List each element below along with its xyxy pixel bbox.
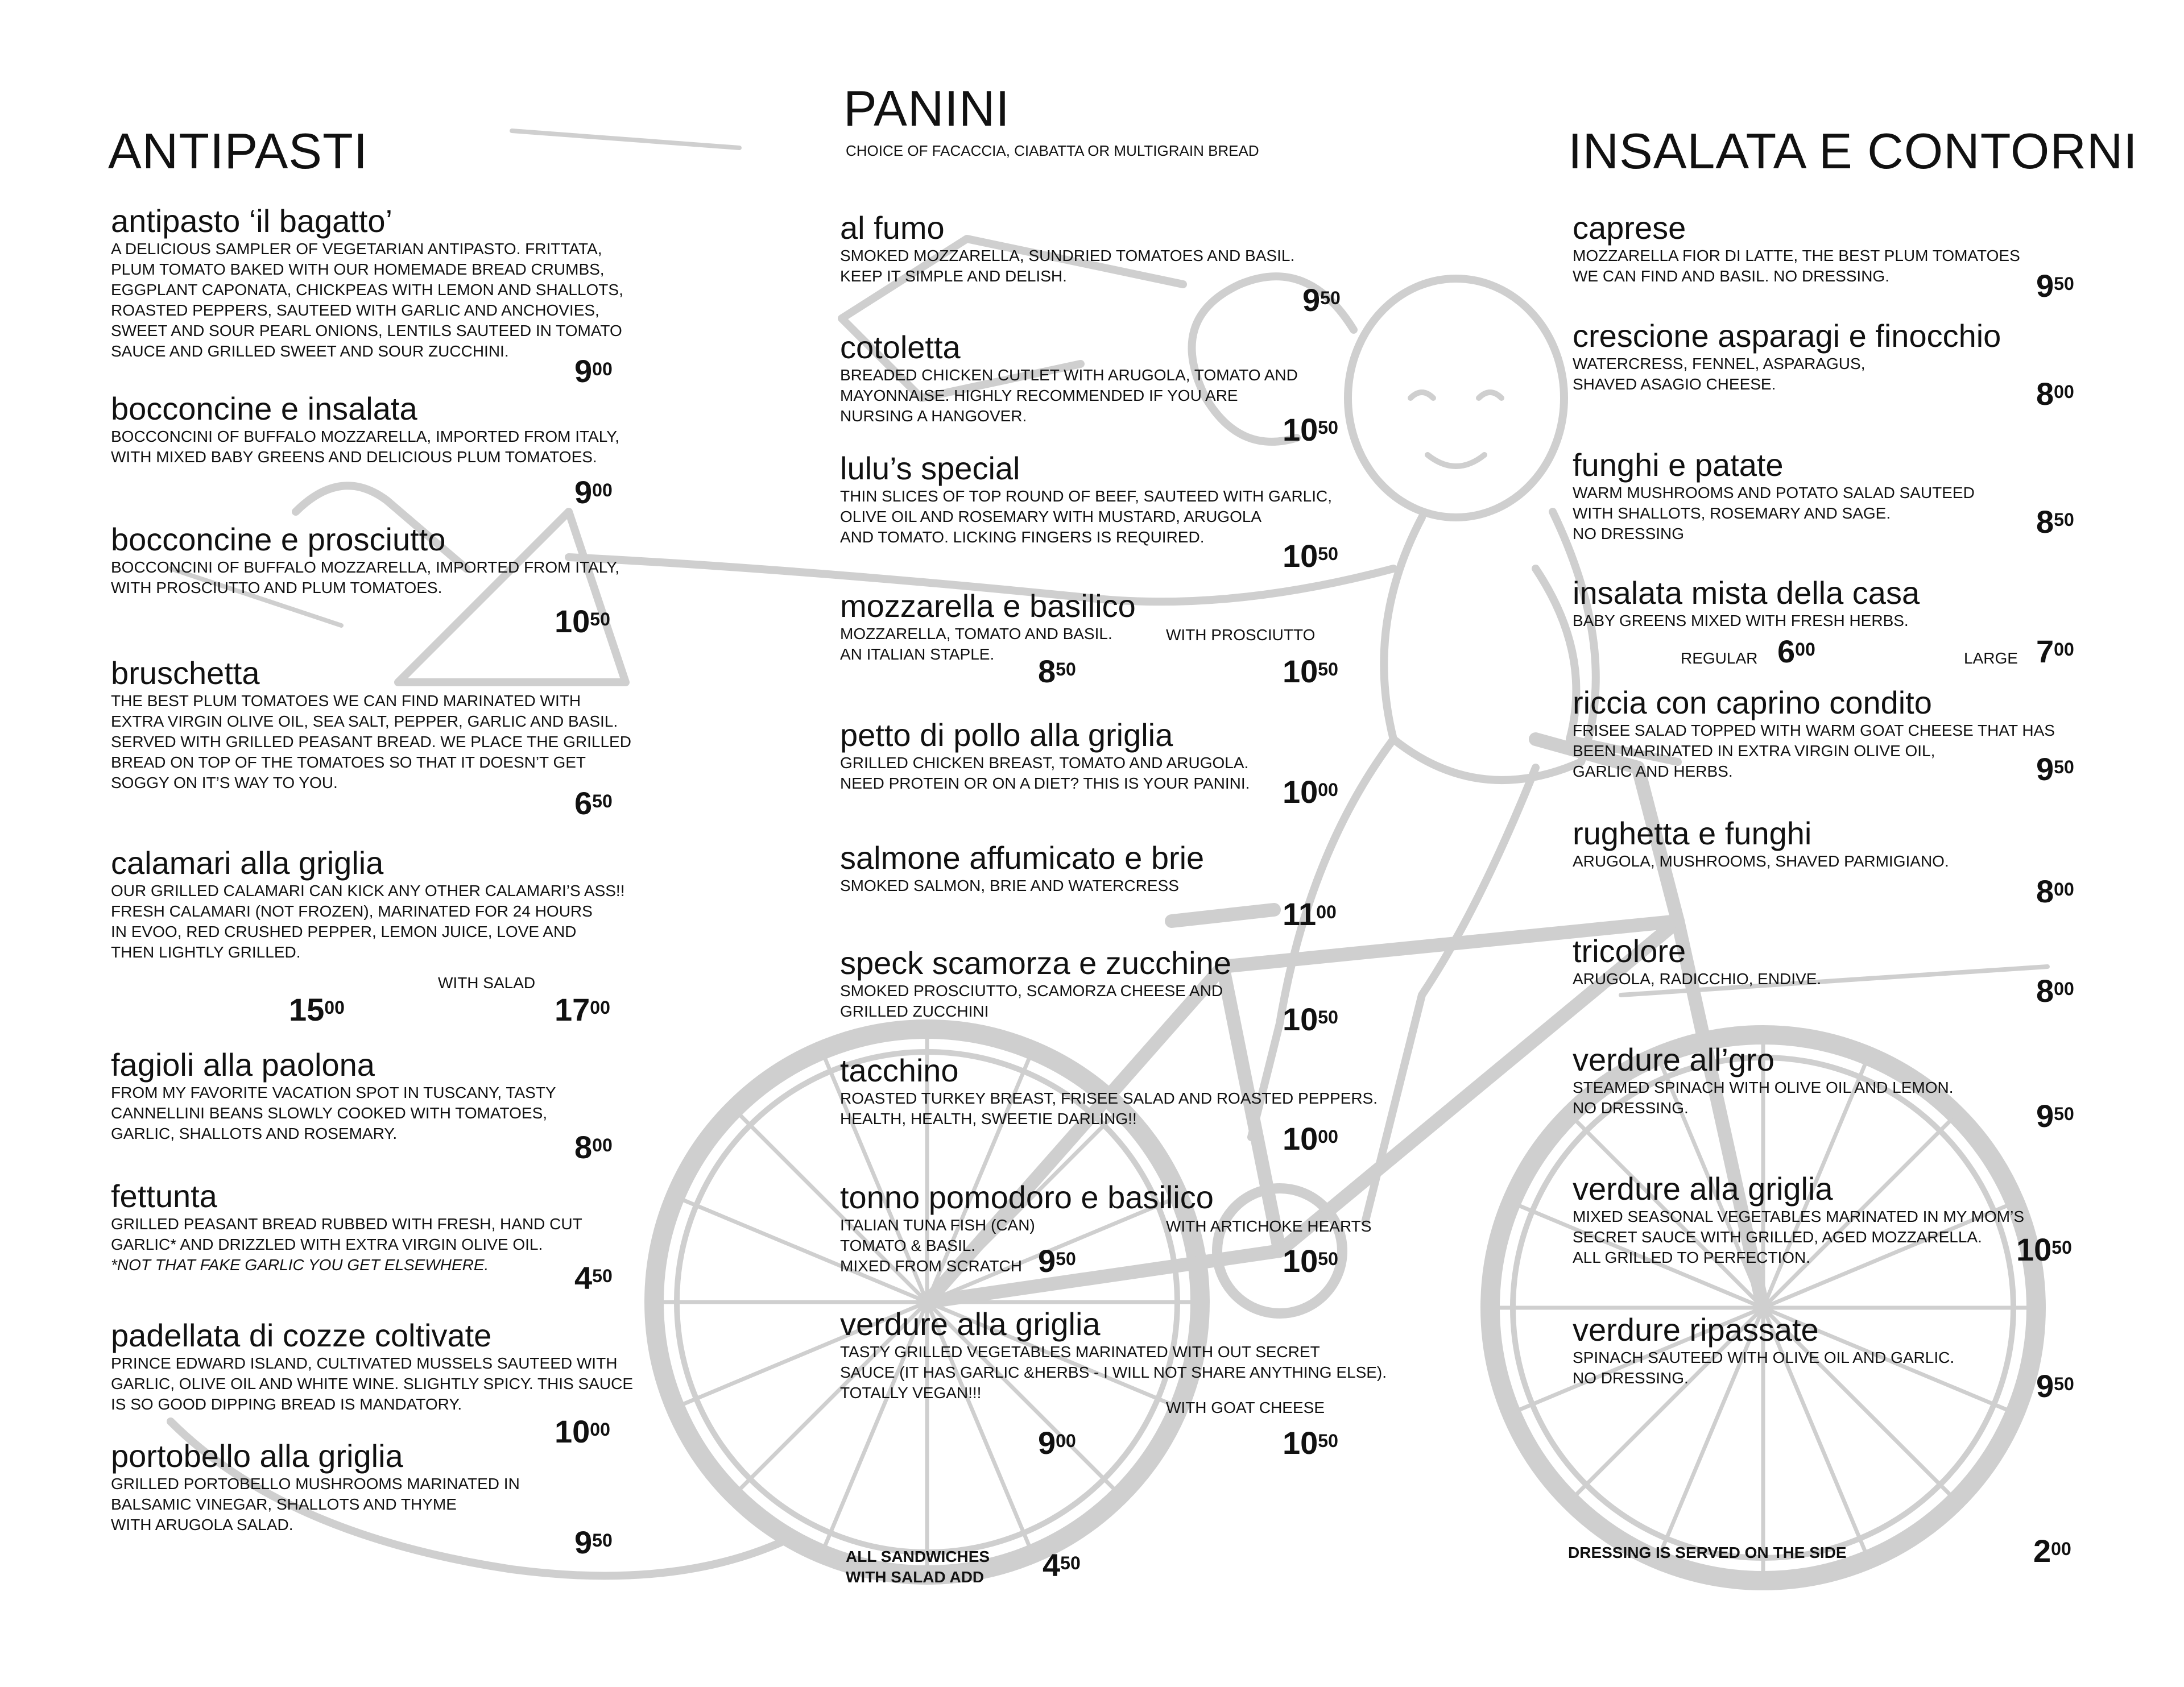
menu-item-padellata-di-cozze-coltivate xyxy=(111,1318,633,1415)
menu-item-rughetta-e-funghi xyxy=(1573,816,1949,872)
item-description: WATERCRESS, FENNEL, ASPARAGUS, SHAVED ASAGIO CHEESE. xyxy=(1573,355,1866,393)
menu-item-bocconcine-e-insalata xyxy=(111,391,619,467)
item-name: portobello alla griglia xyxy=(111,1438,403,1474)
item-description: ARUGOLA, RADICCHIO, ENDIVE. xyxy=(1573,970,1822,988)
menu-item-insalata-mista-della-casa xyxy=(1573,575,1920,631)
item-price: $11^{00}$ xyxy=(1283,896,1337,932)
menu-item-crescione-asparagi-e-finocchio xyxy=(1573,318,2001,395)
item-name: fettunta xyxy=(111,1178,217,1214)
item-description: GRILLED CHICKEN BREAST, TOMATO AND ARUGOLA. NEED PROTEIN OR ON A DIET? THIS IS YOUR PANINI. xyxy=(840,754,1250,792)
item-description: SMOKED MOZZARELLA, SUNDRIED TOMATOES AND BASIL. KEEP IT SIMPLE AND DELISH. xyxy=(840,247,1295,285)
menu-item-verdure-alla-griglia-insalata xyxy=(1573,1171,2024,1268)
menu-item-fettunta xyxy=(111,1179,582,1275)
item-price: $9^{50}$ xyxy=(2036,1368,2074,1404)
item-name: cotoletta xyxy=(840,329,961,365)
item-description: WARM MUSHROOMS AND POTATO SALAD SAUTEED WITH SHALLOTS, ROSEMARY AND SAGE. NO DRESSING xyxy=(1573,484,1975,542)
item-price: $6^{00}$ xyxy=(1777,633,1815,669)
item-price: $6^{50}$ xyxy=(574,785,613,821)
item-price: $9^{50}$ xyxy=(2036,751,2074,787)
option-label: WITH ARTICHOKE HEARTS xyxy=(1166,1217,1372,1235)
menu-item-fagioli-alla-paolona xyxy=(111,1047,556,1144)
option-label-large: LARGE xyxy=(1964,649,2018,667)
item-price: $9^{50}$ xyxy=(2036,268,2074,304)
item-description: FROM MY FAVORITE VACATION SPOT IN TUSCANY, TASTY CANNELLINI BEANS SLOWLY COOKED WITH TOMATOES, GARLIC, SHALLOTS AND ROSEMARY. xyxy=(111,1084,556,1142)
item-price: $10^{00}$ xyxy=(1283,1121,1338,1157)
menu-item-tonno-pomodoro-e-basilico xyxy=(840,1179,1214,1279)
item-name: insalata mista della casa xyxy=(1573,575,1920,611)
item-description: A DELICIOUS SAMPLER OF VEGETARIAN ANTIPASTO. FRITTATA, PLUM TOMATO BAKED WITH OUR HOMEMADE BREAD CRUMBS, EGGPLANT CAPONATA, CHICKPEAS WITH LEMON AND SHALLOTS, ROASTED PEPPERS, SAUTEED WITH GARLIC AND ANCHOVIES, SWEET AND SOUR PEARL ONIONS, LENTILS SAUTEED IN TOMATO SAUCE AND GRILLED SWEET AND SOUR ZUCCHINI. xyxy=(111,240,623,360)
item-description: SMOKED SALMON, BRIE AND WATERCRESS xyxy=(840,877,1179,894)
dressing-note: DRESSING IS SERVED ON THE SIDE xyxy=(1568,1544,1847,1561)
option-price: $10^{50}$ xyxy=(1283,653,1338,689)
menu-item-portobello-alla-griglia xyxy=(111,1439,520,1535)
item-name: bocconcine e insalata xyxy=(111,391,417,426)
option-label: WITH PROSCIUTTO xyxy=(1166,626,1316,644)
item-name: tacchino xyxy=(840,1052,959,1088)
item-price: $8^{00}$ xyxy=(2036,973,2074,1009)
item-price: $9^{50}$ xyxy=(2036,1098,2074,1134)
menu-item-lulus-special xyxy=(840,451,1332,548)
item-description: MOZZARELLA FIOR DI LATTE, THE BEST PLUM TOMATOES WE CAN FIND AND BASIL. NO DRESSING. xyxy=(1573,247,2020,285)
panini-subtitle: CHOICE OF FACACCIA, CIABATTA OR MULTIGRAIN BREAD xyxy=(846,142,1259,159)
item-name: bocconcine e prosciutto xyxy=(111,521,446,557)
item-price: $15^{00}$ xyxy=(289,992,345,1027)
item-description: ARUGOLA, MUSHROOMS, SHAVED PARMIGIANO. xyxy=(1573,852,1949,870)
option-label-regular: REGULAR xyxy=(1681,649,1758,667)
item-name: padellata di cozze coltivate xyxy=(111,1317,492,1353)
menu-item-petto-di-pollo-alla-griglia xyxy=(840,718,1250,794)
item-name: tonno pomodoro e basilico xyxy=(840,1179,1214,1215)
item-description: PRINCE EDWARD ISLAND, CULTIVATED MUSSELS SAUTEED WITH GARLIC, OLIVE OIL AND WHITE WINE. SLIGHTLY SPICY. THIS SAUCE IS SO GOOD DIPPING BREAD IS MANDATORY. xyxy=(111,1354,634,1413)
menu-item-funghi-e-patate xyxy=(1573,447,1975,544)
item-description: GRILLED PEASANT BREAD RUBBED WITH FRESH, HAND CUT GARLIC* AND DRIZZLED WITH EXTRA VIRGIN OLIVE OIL. *NOT THAT FAKE GARLIC YOU GET ELSEWHERE. xyxy=(111,1215,582,1274)
item-name: riccia con caprino condito xyxy=(1573,685,1932,720)
item-price: $10^{00}$ xyxy=(555,1414,610,1449)
item-name: bruschetta xyxy=(111,655,260,691)
item-name: fagioli alla paolona xyxy=(111,1047,375,1083)
item-name: verdure alla griglia xyxy=(1573,1171,1833,1207)
item-price: $9^{00}$ xyxy=(574,474,613,510)
option-price: $10^{50}$ xyxy=(1283,1425,1338,1461)
item-description: THIN SLICES OF TOP ROUND OF BEEF, SAUTEED WITH GARLIC, OLIVE OIL AND ROSEMARY WITH MUSTARD, ARUGOLA AND TOMATO. LICKING FINGERS IS REQUIRED. xyxy=(840,487,1333,546)
item-name: tricolore xyxy=(1573,933,1686,969)
item-description: SPINACH SAUTEED WITH OLIVE OIL AND GARLIC. NO DRESSING. xyxy=(1573,1349,1955,1387)
item-price: $10^{50}$ xyxy=(2016,1232,2072,1267)
panini-salad-addon-price: $4^{50}$ xyxy=(1043,1547,1081,1583)
menu-item-tacchino xyxy=(840,1053,1378,1129)
option-label: WITH SALAD xyxy=(438,974,536,992)
menu-item-riccia-con-caprino-condito xyxy=(1573,685,2055,782)
option-price: $10^{50}$ xyxy=(1283,1243,1338,1279)
dressing-price: $2^{00}$ xyxy=(2033,1533,2071,1569)
item-description: BOCCONCINI OF BUFFALO MOZZARELLA, IMPORTED FROM ITALY, WITH PROSCIUTTO AND PLUM TOMATOES. xyxy=(111,558,620,596)
item-price: $8^{00}$ xyxy=(2036,873,2074,909)
item-description: FRISEE SALAD TOPPED WITH WARM GOAT CHEESE THAT HAS BEEN MARINATED IN EXTRA VIRGIN OLIVE OIL, GARLIC AND HERBS. xyxy=(1573,722,2055,780)
item-name: salmone affumicato e brie xyxy=(840,840,1205,876)
item-price: $9^{00}$ xyxy=(574,353,613,389)
item-price: $8^{00}$ xyxy=(574,1129,613,1165)
item-name: calamari alla griglia xyxy=(111,845,384,881)
menu-item-bocconcine-e-prosciutto xyxy=(111,522,619,598)
item-name: petto di pollo alla griglia xyxy=(840,717,1173,753)
item-description: ROASTED TURKEY BREAST, FRISEE SALAD AND ROASTED PEPPERS. HEALTH, HEALTH, SWEETIE DARLING!! xyxy=(840,1089,1378,1128)
option-price: $17^{00}$ xyxy=(555,992,610,1027)
antipasti-heading: ANTIPASTI xyxy=(108,123,369,179)
item-price: $9^{00}$ xyxy=(1038,1425,1076,1461)
menu-item-speck-scamorza-e-zucchine xyxy=(840,946,1231,1022)
menu-item-verdure-ripassate xyxy=(1573,1312,1954,1388)
item-description: BABY GREENS MIXED WITH FRESH HERBS. xyxy=(1573,612,1909,629)
item-price: $8^{50}$ xyxy=(2036,504,2074,540)
menu-item-salmone-affumicato-e-brie xyxy=(840,840,1204,896)
item-description: SMOKED PROSCIUTTO, SCAMORZA CHEESE AND GRILLED ZUCCHINI xyxy=(840,982,1223,1020)
item-price: $4^{50}$ xyxy=(574,1260,613,1296)
menu-item-verdure-allgro xyxy=(1573,1042,1954,1118)
item-name: antipasto ‘il bagatto’ xyxy=(111,203,393,239)
menu-item-calamari-alla-griglia xyxy=(111,845,625,963)
item-price: $9^{50}$ xyxy=(1302,282,1341,318)
item-price: $8^{50}$ xyxy=(1038,653,1076,689)
item-price: $9^{50}$ xyxy=(574,1524,613,1560)
item-name: speck scamorza e zucchine xyxy=(840,945,1231,981)
item-description: BREADED CHICKEN CUTLET WITH ARUGOLA, TOMATO AND MAYONNAISE. HIGHLY RECOMMENDED IF YOU ARE NURSING A HANGOVER. xyxy=(840,366,1298,425)
item-price: $9^{50}$ xyxy=(1038,1243,1076,1279)
panini-salad-addon-note: ALL SANDWICHES WITH SALAD ADD xyxy=(846,1548,990,1586)
item-name: al fumo xyxy=(840,210,945,246)
menu-item-bruschetta xyxy=(111,656,631,793)
item-price: $10^{50}$ xyxy=(1283,538,1338,574)
menu-item-antipasto-il-bagatto xyxy=(111,204,623,362)
item-name: caprese xyxy=(1573,210,1686,246)
menu-item-cotoletta xyxy=(840,330,1298,426)
item-name: rughetta e funghi xyxy=(1573,815,1812,851)
item-description: MIXED SEASONAL VEGETABLES MARINATED IN MY MOM’S SECRET SAUCE WITH GRILLED, AGED MOZZARELLA. ALL GRILLED TO PERFECTION. xyxy=(1573,1208,2025,1266)
menu-item-verdure-alla-griglia-panini xyxy=(840,1307,1387,1403)
item-description: THE BEST PLUM TOMATOES WE CAN FIND MARINATED WITH EXTRA VIRGIN OLIVE OIL, SEA SALT, PEPPER, GARLIC AND BASIL. SERVED WITH GRILLED PEASANT BREAD. WE PLACE THE GRILLED BREAD ON TOP OF THE TOMATOES SO THAT IT DOESN’T GET SOGGY ON IT’S WAY TO YOU. xyxy=(111,692,631,791)
menu-item-al-fumo xyxy=(840,210,1294,287)
menu-item-mozzarella-e-basilico xyxy=(840,588,1136,665)
panini-heading: PANINI xyxy=(843,80,1010,136)
item-price: $10^{50}$ xyxy=(1283,412,1338,447)
item-name: verdure alla griglia xyxy=(840,1306,1101,1342)
option-price: $7^{00}$ xyxy=(2036,633,2074,669)
item-price: $10^{50}$ xyxy=(1283,1001,1338,1037)
item-price: $10^{00}$ xyxy=(1283,774,1338,810)
item-description: ITALIAN TUNA FISH (CAN) TOMATO & BASIL. MIXED FROM SCRATCH xyxy=(840,1216,1035,1275)
item-name: crescione asparagi e finocchio xyxy=(1573,318,2001,354)
item-description: OUR GRILLED CALAMARI CAN KICK ANY OTHER CALAMARI’S ASS!! FRESH CALAMARI (NOT FROZEN), MARINATED FOR 24 HOURS IN EVOO, RED CRUSHED PEPPER, LEMON JUICE, LOVE AND THEN LIGHTLY GRILLED. xyxy=(111,882,625,961)
menu-item-caprese xyxy=(1573,210,2020,287)
item-name: verdure ripassate xyxy=(1573,1312,1819,1348)
insalata-e-contorni-heading: INSALATA E CONTORNI xyxy=(1568,123,2138,179)
item-price: $10^{50}$ xyxy=(555,603,610,639)
item-description: BOCCONCINI OF BUFFALO MOZZARELLA, IMPORTED FROM ITALY, WITH MIXED BABY GREENS AND DELICIOUS PLUM TOMATOES. xyxy=(111,428,620,466)
item-description: STEAMED SPINACH WITH OLIVE OIL AND LEMON. NO DRESSING. xyxy=(1573,1079,1954,1117)
menu-item-tricolore xyxy=(1573,934,1821,989)
item-description: TASTY GRILLED VEGETABLES MARINATED WITH OUT SECRET SAUCE (IT HAS GARLIC &HERBS - I WILL NOT SHARE ANYTHING ELSE). TOTALLY VEGAN!!! xyxy=(840,1343,1387,1402)
option-label: WITH GOAT CHEESE xyxy=(1166,1399,1325,1416)
item-name: funghi e patate xyxy=(1573,447,1784,483)
item-name: mozzarella e basilico xyxy=(840,588,1136,624)
item-name: verdure all’gro xyxy=(1573,1042,1774,1077)
item-price: $8^{00}$ xyxy=(2036,376,2074,412)
item-description: GRILLED PORTOBELLO MUSHROOMS MARINATED IN BALSAMIC VINEGAR, SHALLOTS AND THYME WITH ARUGOLA SALAD. xyxy=(111,1475,520,1533)
item-name: lulu’s special xyxy=(840,450,1020,486)
item-description: MOZZARELLA, TOMATO AND BASIL. AN ITALIAN STAPLE. xyxy=(840,625,1112,663)
